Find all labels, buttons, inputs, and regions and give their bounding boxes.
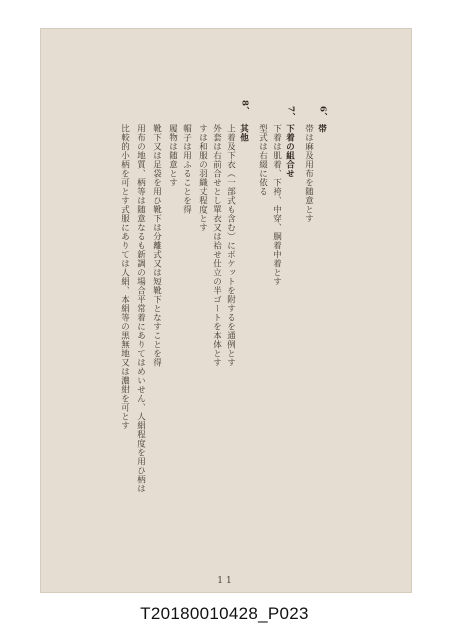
section-8-line-8: 比較的小柄を可とす式服にありては人絹、本絹等の黒無地又は濃紺を可とす bbox=[119, 124, 130, 430]
section-7-title: 下着の組合せ bbox=[284, 124, 295, 178]
section-8-title: 其他 bbox=[238, 124, 249, 142]
section-7-number: 7、 bbox=[285, 106, 296, 122]
section-8-line-5: 履物は随意とす bbox=[167, 124, 178, 187]
section-8-line-6: 靴下又は足袋を用ひ靴下は分離式又は短靴下となすことを得 bbox=[151, 124, 162, 367]
section-8-line-2: 外套は右前合せとし單衣又は袷せ仕立の半ゴートを本体とす bbox=[211, 124, 222, 367]
section-6-number: 6、 bbox=[317, 106, 328, 122]
section-6-title: 帯 bbox=[316, 124, 327, 133]
section-7-line-2: 型式は右綴に依る bbox=[257, 124, 268, 196]
image-caption: T20180010428_P023 bbox=[140, 604, 309, 623]
section-8-line-4: 帽子は用ふることを得 bbox=[181, 124, 192, 214]
document-page bbox=[40, 28, 412, 593]
section-8-line-1: 上着及下衣（一部式も含む）にポケットを附するを通例とす bbox=[225, 124, 236, 367]
section-8-line-3: すは和服の羽織丈程度とす bbox=[197, 124, 208, 232]
section-8-number: 8、 bbox=[239, 100, 250, 116]
section-8-line-7: 用布の地質、柄等は随意なるも新調の場合平常着にありてはめいせん、人絹程度を用ひ柄は bbox=[135, 124, 146, 493]
section-7-line-1: 下着は肌着、下袴、中穿、胴着中着とす bbox=[271, 124, 282, 286]
page-number: 11 bbox=[217, 576, 235, 586]
section-6-line-1: 帯は麻及用布を随意とす bbox=[303, 124, 314, 223]
